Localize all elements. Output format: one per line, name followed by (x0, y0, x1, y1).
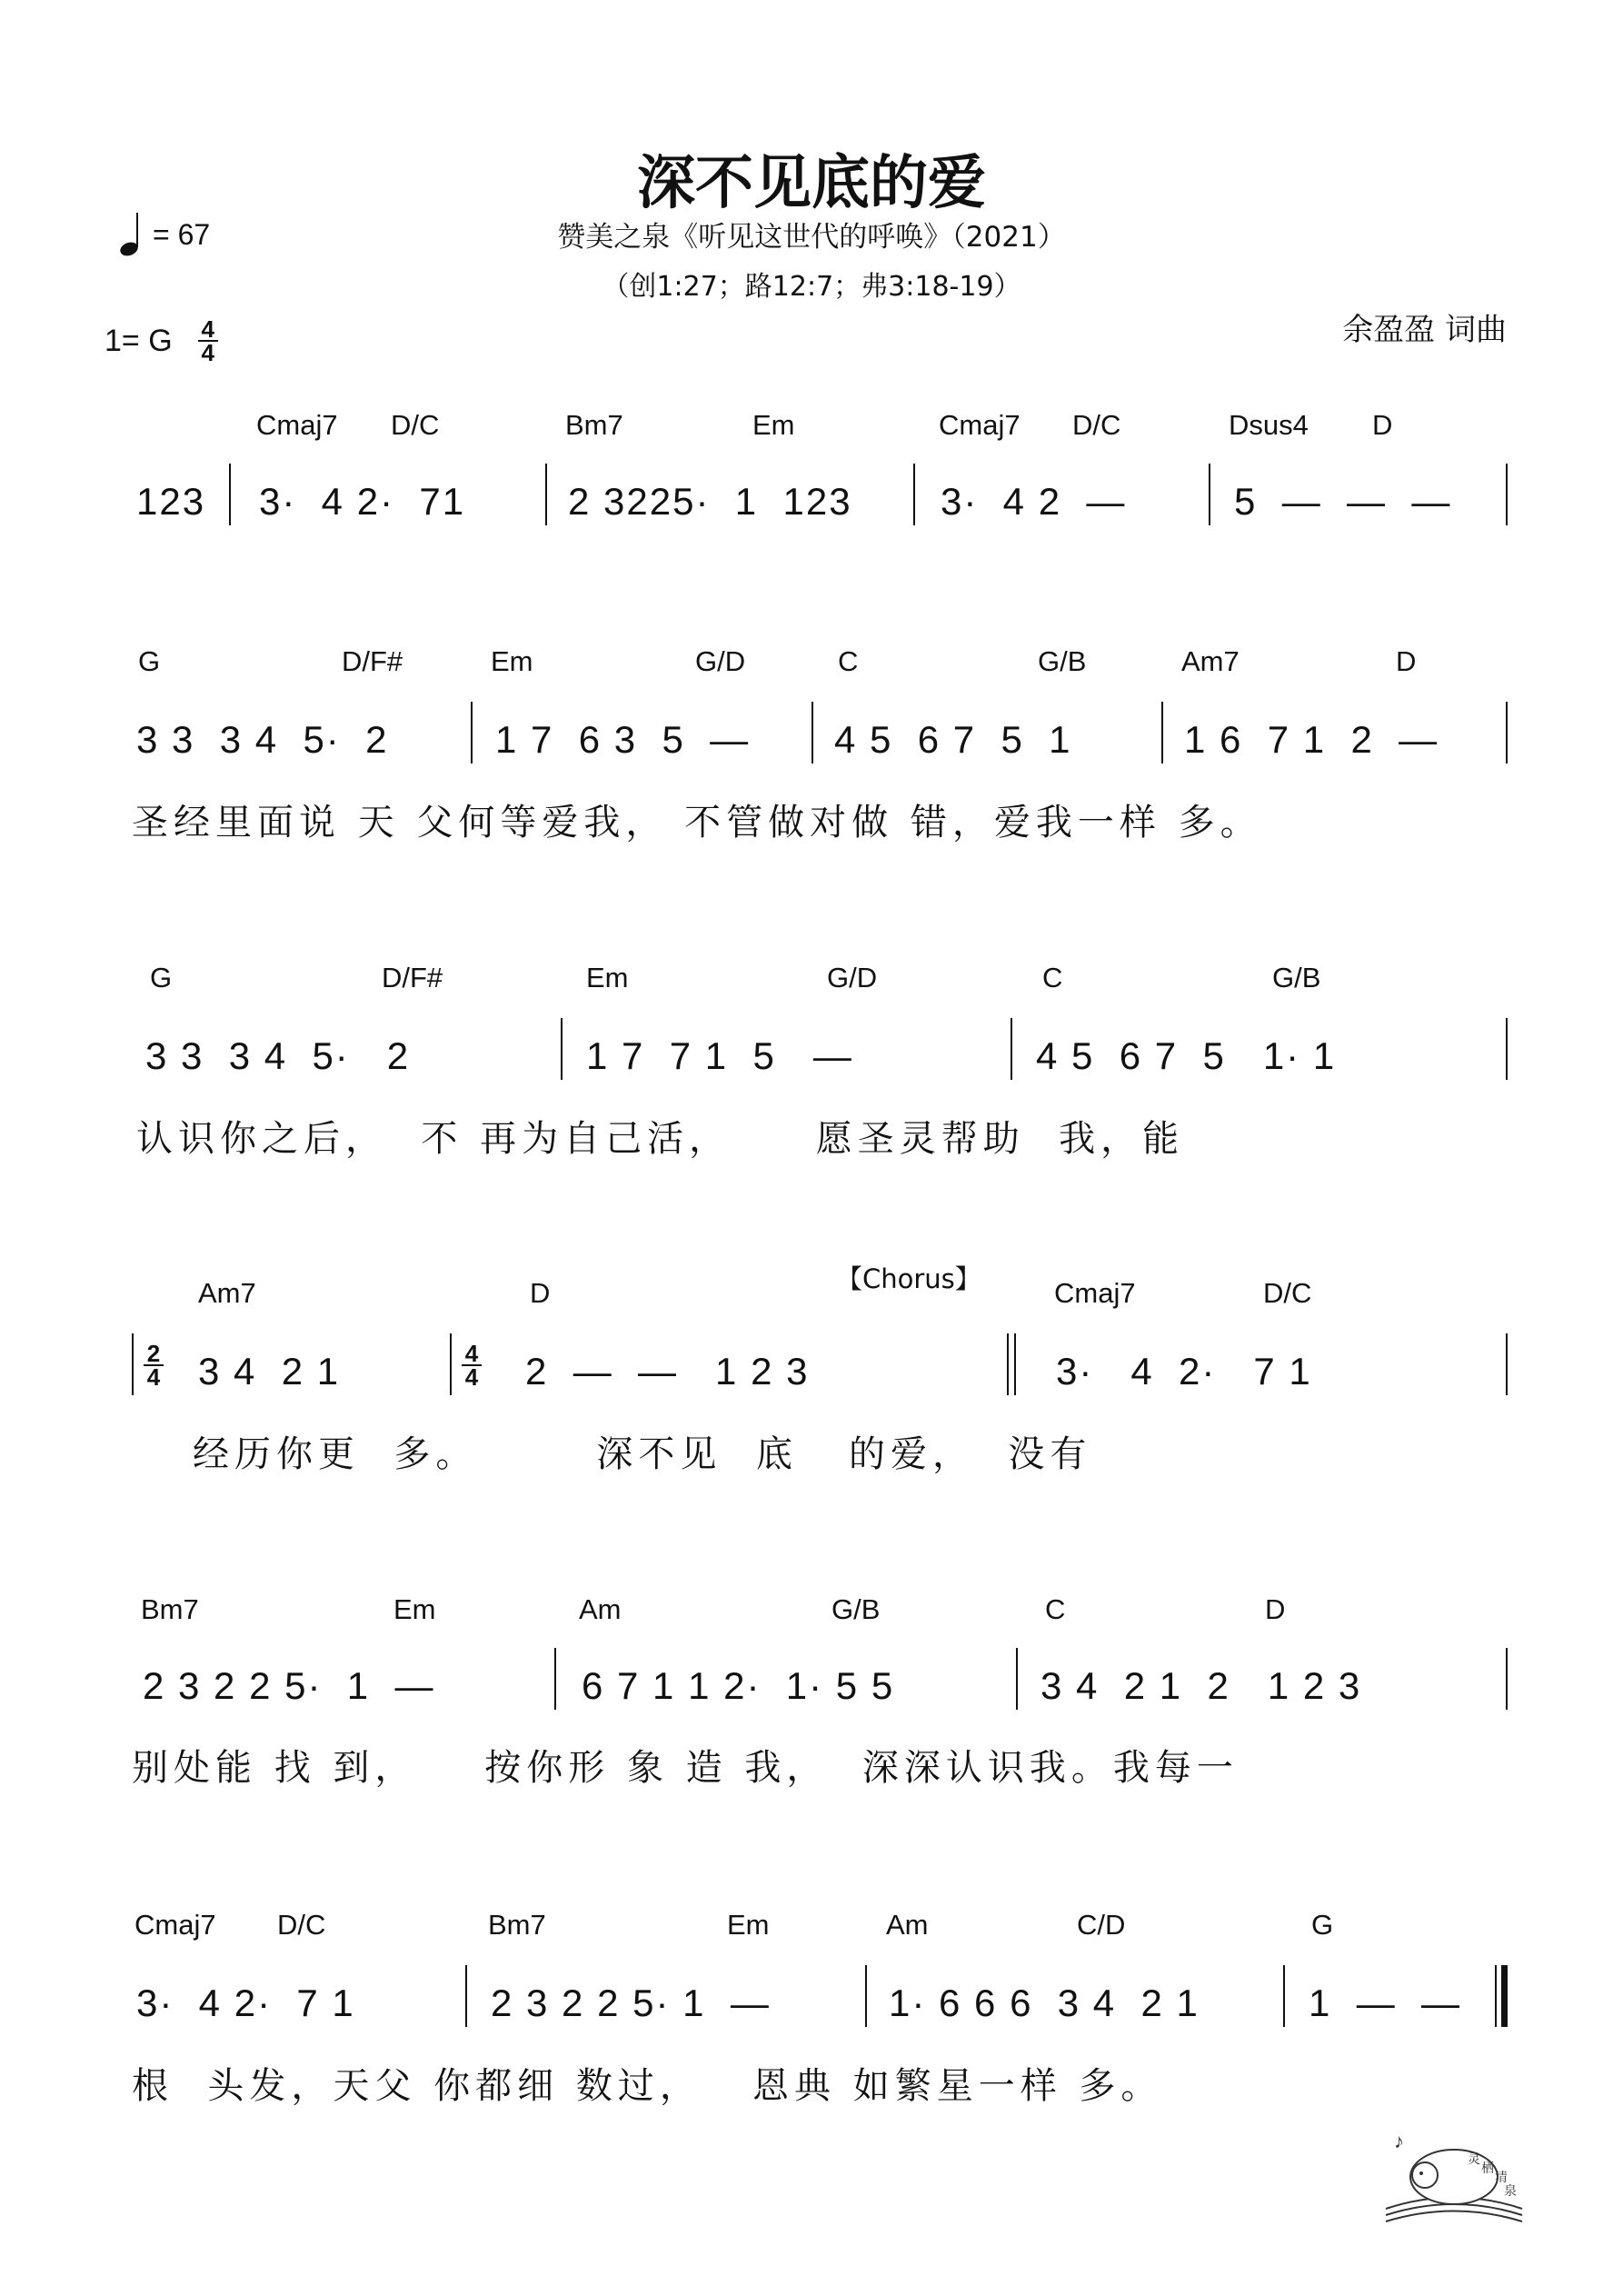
barline (1016, 1648, 1018, 1710)
tempo-marking (118, 211, 210, 258)
barline (450, 1333, 452, 1395)
chord-symbol: Cmaj7 (134, 1909, 216, 1941)
chord-symbol: G/D (695, 645, 746, 677)
author-credit: 余盈盈 词曲 (1342, 312, 1507, 348)
barline (545, 464, 547, 525)
barline (561, 1018, 563, 1080)
meter-change-2-4: 2 4 (144, 1343, 164, 1388)
scripture-references: （创1:27；路12:7；弗3:18-19） (602, 271, 1021, 303)
svg-text:♪: ♪ (1394, 2130, 1404, 2152)
barline (1506, 464, 1508, 525)
score-system-2 (0, 645, 1623, 854)
chord-symbol: C (1045, 1593, 1066, 1625)
score-system-1 (0, 409, 1623, 545)
chord-symbol: Cmaj7 (256, 409, 338, 441)
notation-measure: 3 3 3 4 5· 2 (136, 718, 389, 761)
notation-measure: 3 3 3 4 5· 2 (145, 1034, 411, 1077)
barline (865, 1965, 867, 2027)
chord-symbol: D/C (277, 1909, 326, 1941)
tempo-value: = 67 (153, 217, 211, 251)
barline (229, 464, 231, 525)
svg-text:灵: 灵 (1468, 2152, 1480, 2167)
chord-symbol: D (1265, 1593, 1286, 1625)
chord-symbol: G/B (831, 1593, 881, 1625)
notation-measure: 1 — — (1309, 1982, 1462, 2024)
notation-measure: 2 3 2 2 5· 1 — (491, 1982, 771, 2024)
barline (1283, 1965, 1285, 2027)
chord-symbol: Cmaj7 (939, 409, 1021, 441)
notation-measure: 2 3225· 1 123 (568, 480, 852, 523)
album-subtitle: 赞美之泉《听见这世代的呼唤》（2021） (557, 221, 1066, 254)
chord-symbol: Em (491, 645, 533, 677)
chord-symbol: G/B (1272, 962, 1321, 993)
key-label: 1= G (105, 323, 173, 358)
score-system-5 (0, 1593, 1623, 1802)
notation-measure: 4 5 6 7 5 1 (834, 718, 1072, 761)
notation-measure: 3 4 2 1 2 1 2 3 (1041, 1664, 1362, 1707)
barline (1011, 1018, 1012, 1080)
barline (1506, 1018, 1508, 1080)
barline (1506, 702, 1508, 764)
barline (554, 1648, 556, 1710)
score-system-6 (0, 1909, 1623, 2118)
chord-symbol: Bm7 (488, 1909, 546, 1941)
chord-symbol: Am (886, 1909, 929, 1941)
notation-measure: 1 6 7 1 2 — (1184, 718, 1439, 761)
notation-measure: 3 4 2 1 (198, 1350, 341, 1393)
time-signature-top: 4 (201, 315, 214, 343)
song-title: 深不见底的爱 (637, 150, 986, 217)
notation-measure: 123 (136, 480, 206, 523)
double-barline (1014, 1333, 1016, 1395)
double-barline (1007, 1333, 1009, 1395)
chord-symbol: Am7 (198, 1277, 256, 1309)
notation-measure: 2 3 2 2 5· 1 — (143, 1664, 435, 1707)
notation-measure: 5 — — — (1234, 480, 1452, 523)
chord-symbol: Am (579, 1593, 622, 1625)
chord-symbol: D/F# (342, 645, 403, 677)
chord-symbol: D (1396, 645, 1417, 677)
notation-measure: 3· 4 2· 7 1 (136, 1982, 355, 2024)
barline (1506, 1333, 1508, 1395)
notation-measure: 3· 4 2· 71 (259, 480, 466, 523)
chord-symbol: G (150, 962, 173, 993)
notation-measure: 3· 4 2· 7 1 (1056, 1350, 1312, 1393)
key-signature (105, 315, 218, 366)
chord-symbol: Em (752, 409, 795, 441)
chord-symbol: D/C (1072, 409, 1121, 441)
notation-measure: 1· 6 6 6 3 4 2 1 (889, 1982, 1200, 2024)
svg-text:栖: 栖 (1481, 2161, 1494, 2176)
chord-symbol: G/B (1038, 645, 1087, 677)
lyric-line: 根 头发，天父 你都细 数过， 恩典 如繁星一样 多。 (132, 2065, 1163, 2107)
notation-measure: 1 7 7 1 5 — (586, 1034, 853, 1077)
chord-symbol: Em (393, 1593, 436, 1625)
lyric-line: 圣经里面说 天 父何等爱我， 不管做对做 错，爱我一样 多。 (132, 802, 1262, 844)
chord-symbol: Bm7 (565, 409, 623, 441)
lyric-line: 经历你更 多。 深不见 底 的爱， 没有 (193, 1433, 1092, 1475)
quarter-note-icon (118, 211, 145, 258)
notation-measure: 2 — — 1 2 3 (525, 1350, 810, 1393)
time-signature (198, 315, 218, 366)
chord-symbol: G/D (827, 962, 878, 993)
svg-text:泉: 泉 (1504, 2184, 1517, 2199)
chord-symbol: C/D (1077, 1909, 1126, 1941)
svg-text:清: 清 (1495, 2171, 1508, 2185)
barline (471, 702, 473, 764)
notation-measure: 6 7 1 1 2· 1· 5 5 (582, 1664, 895, 1707)
chord-symbol: D (530, 1277, 551, 1309)
chord-symbol: Am7 (1181, 645, 1240, 677)
time-signature-bottom: 4 (201, 339, 214, 366)
chord-symbol: C (838, 645, 859, 677)
chord-symbol: D (1372, 409, 1393, 441)
chord-symbol: D/C (1263, 1277, 1312, 1309)
chord-symbol: D/F# (382, 962, 443, 993)
notation-measure: 1 7 6 3 5 — (495, 718, 751, 761)
meter-change-4-4: 4 4 (462, 1343, 482, 1388)
barline (465, 1965, 467, 2027)
chorus-label: 【Chorus】 (836, 1263, 981, 1294)
chord-symbol: G (1311, 1909, 1334, 1941)
score-system-4 (0, 1259, 1623, 1486)
notation-measure: 3· 4 2 — (941, 480, 1127, 523)
barline (913, 464, 915, 525)
chord-symbol: Em (586, 962, 629, 993)
barline (1161, 702, 1163, 764)
barline (812, 702, 813, 764)
chord-symbol: Cmaj7 (1054, 1277, 1136, 1309)
lyric-line: 别处能 找 到， 按你形 象 造 我， 深深认识我。我每一 (132, 1747, 1239, 1789)
lyric-line: 认识你之后， 不 再为自己活， 愿圣灵帮助 我，能 (136, 1118, 1185, 1160)
score-system-3 (0, 962, 1623, 1171)
barline (132, 1333, 134, 1395)
chord-symbol: Em (727, 1909, 770, 1941)
chord-symbol: Dsus4 (1229, 409, 1309, 441)
sheep-logo-icon (1381, 2122, 1527, 2231)
final-barline (1495, 1965, 1497, 2027)
notation-measure: 4 5 6 7 5 1· 1 (1036, 1034, 1337, 1077)
barline (1209, 464, 1210, 525)
chord-symbol: G (138, 645, 161, 677)
chord-symbol: Bm7 (141, 1593, 199, 1625)
chord-symbol: C (1042, 962, 1063, 993)
final-barline (1501, 1965, 1508, 2027)
barline (1506, 1648, 1508, 1710)
chord-symbol: D/C (391, 409, 440, 441)
